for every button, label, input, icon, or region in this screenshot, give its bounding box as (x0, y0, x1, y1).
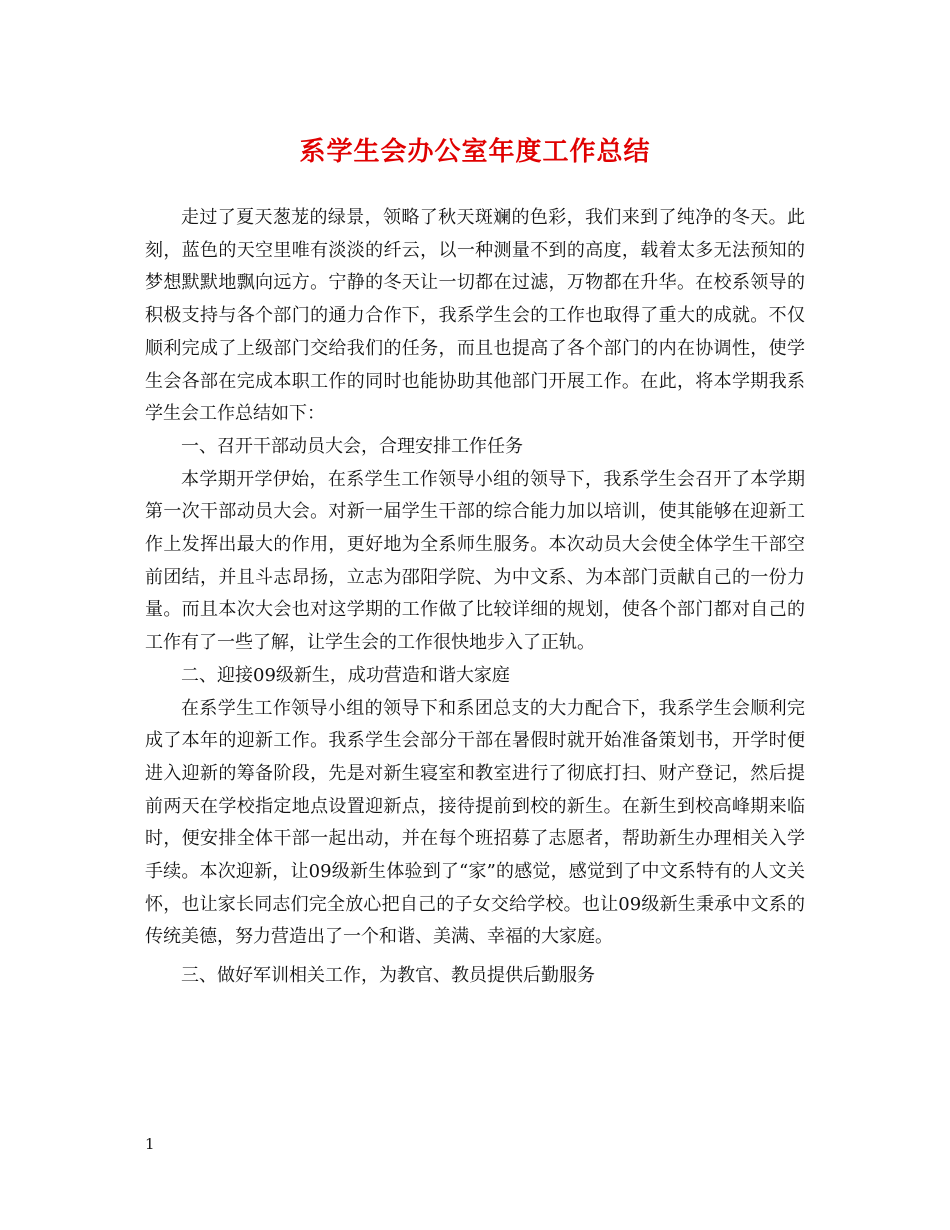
section-heading-3: 三、做好军训相关工作，为教官、教员提供后勤服务 (181, 965, 595, 987)
intro-paragraph: 走过了夏天葱茏的绿景，领略了秋天斑斓的色彩，我们来到了纯净的冬天。此刻，蓝色的天空里唯有淡淡的纤云，以一种测量不到的高度，载着太多无法预知的梦想默默地飘向远方。宁静的冬天让一切都在过滤，万物都在升华。在校系领导的积极支持与各个部门的通力合作下，我系学生会的工作也取得了重大的成就。不仅顺利完成了上级部门交给我们的任务，而且也提高了各个部门的内在协调性，使学生会各部在完成本职工作的同时也能协助其他部门开展工作。在此，将本学期我系学生会工作总结如下： (145, 207, 805, 425)
document-body (145, 202, 805, 993)
section-paragraph-2: 在系学生工作领导小组的领导下和系团总支的大力配合下，我系学生会顺利完成了本年的迎新工作。我系学生会部分干部在暑假时就开始准备策划书，开学时便进入迎新的筹备阶段，先是对新生寝室和教室进行了彻底打扫、财产登记，然后提前两天在学校指定地点设置迎新点，接待提前到校的新生。在新生到校高峰期来临时，便安排全体干部一起出动，并在每个班招募了志愿者，帮助新生办理相关入学手续。本次迎新，让09级新生体验到了“家”的感觉，感觉到了中文系特有的人文关怀，也让家长同志们完全放心把自己的子女交给学校。也让09级新生秉承中文系的传统美德，努力营造出了一个和谐、美满、幸福的大家庭。 (145, 697, 805, 948)
section-heading-2: 二、迎接09级新生，成功营造和谐大家庭 (181, 664, 510, 686)
section-heading-1: 一、召开干部动员大会，合理安排工作任务 (181, 435, 523, 457)
section-paragraph-1: 本学期开学伊始，在系学生工作领导小组的领导下，我系学生会召开了本学期第一次干部动员大会。对新一届学生干部的综合能力加以培训，使其能够在迎新工作上发挥出最大的作用，更好地为全系师生服务。本次动员大会使全体学生干部空前团结，并且斗志昂扬，立志为邵阳学院、为中文系、为本部门贡献自己的一份力量。而且本次大会也对这学期的工作做了比较详细的规划，使各个部门都对自己的工作有了一些了解，让学生会的工作很快地步入了正轨。 (145, 468, 805, 654)
page-number: 1 (145, 1135, 155, 1153)
document-title: 系学生会办公室年度工作总结 (299, 137, 651, 167)
